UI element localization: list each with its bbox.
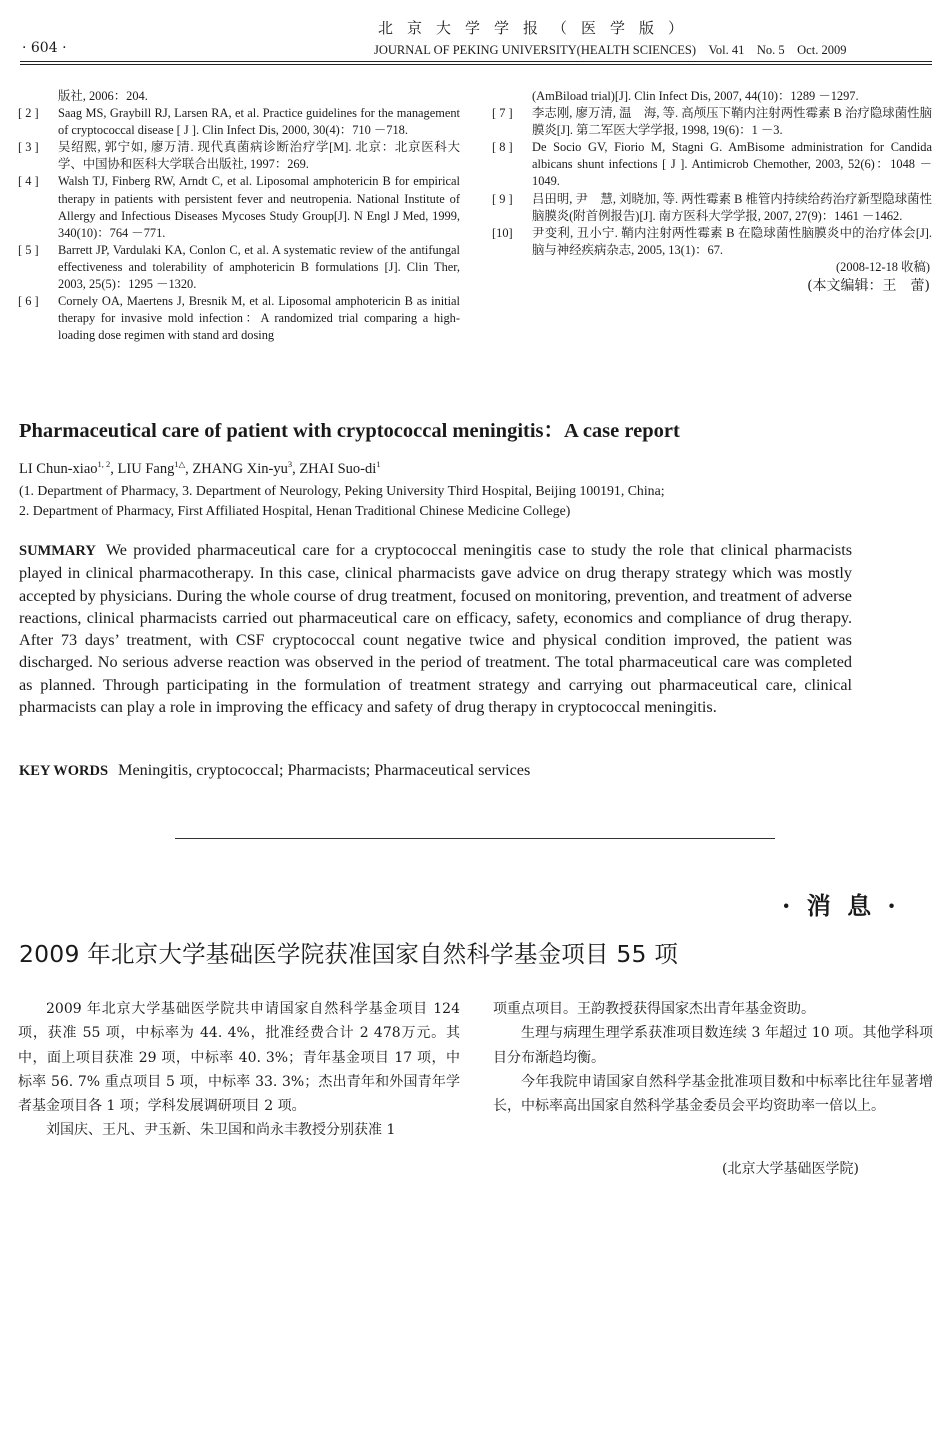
summary-text: We provided pharmaceutical care for a cryptococcal meningitis case to study the role that clinical pharmacists played in clinical pharmacotherapy. In this case, clinical pharmacists gave advice on drug therapy strategy which was mostly accepted by physicians. During the whole course of drug treatment, focused on monitoring, prevention, and treatment of adverse reactions, clinical pharmacists carried out pharmaceutical care on efficacy, safety, economics and compliance of drug therapy. After 73 days’ treatment, with CSF cryptococcal count negative twice and physical condition improved, the patient was discharged. No serious adverse reaction was observed in the period of treatment. The total pharmaceutical care was completed as planned. Through participating in the formulation of treatment strategy and carrying out pharmaceutical care, clinical pharmacists can play a role in improving the efficacy and safety of drug therapy in cryptococcal meningitis. — [19, 541, 852, 717]
summary-label: SUMMARY — [19, 543, 96, 559]
author-separator: , — [110, 460, 118, 477]
journal-title-cn: 北京大学学报（医学版） — [378, 19, 698, 37]
section-divider — [175, 838, 775, 839]
reference-item — [18, 105, 460, 139]
reference-text: De Socio GV, Fiorio M, Stagni G. AmBisome administration for Candida albicans shunt infections [ J ]. Antimicrob Chemother, 2003, 52(6)：1048 －1049. — [532, 140, 932, 189]
author-affiliation-mark: 1△ — [174, 459, 186, 469]
news-paragraph: 今年我院申请国家自然科学基金批准项目数和中标率比往年显著增长，中标率高出国家自然科学基金委员会平均资助率一倍以上。 — [493, 1073, 933, 1115]
reference-item — [492, 105, 932, 139]
reference-item — [18, 293, 460, 344]
reference-text: Barrett JP, Vardulaki KA, Conlon C, et al. A systematic review of the antifungal effectiveness and tolerability of amphotericin B formulations [J]. Clin Ther, 2003, 25(5)：1295 －1320. — [58, 242, 460, 292]
news-source: (北京大学基础医学院) — [722, 1161, 859, 1177]
news-title: 2009 年北京大学基础医学院获准国家自然科学基金项目 55 项 — [19, 940, 679, 968]
reference-text: 尹变利, 丑小宁. 鞘内注射两性霉素 B 在隐球菌性脑膜炎中的治疗体会[J]. 脑与神经疾病杂志, 2005, 13(1)：67. — [532, 225, 932, 257]
reference-item — [492, 225, 932, 259]
header-rule-thin — [20, 64, 932, 65]
affiliation-line: (1. Department of Pharmacy, 3. Department of Neurology, Peking University Third Hospital, Beijing 100191, China; — [19, 483, 665, 498]
author-name: ZHAI Suo-di — [299, 460, 377, 477]
header-rule — [20, 61, 932, 62]
references-right-column — [492, 88, 932, 296]
author-name: LI Chun-xiao — [19, 460, 98, 477]
reference-item — [492, 191, 932, 225]
author-affiliation-mark: 3 — [287, 459, 293, 469]
reference-item — [18, 173, 460, 241]
reference-number: [ 9 ] — [492, 191, 513, 206]
journal-title-en: JOURNAL OF PEKING UNIVERSITY(HEALTH SCIENCES) Vol. 41 No. 5 Oct. 2009 — [374, 43, 847, 57]
author-separator: , — [185, 460, 193, 477]
news-section-tag: · 消 息 · — [782, 891, 900, 920]
affiliation-line: 2. Department of Pharmacy, First Affiliated Hospital, Henan Traditional Chinese Medicine College) — [19, 502, 571, 518]
reference-number: [ 4 ] — [18, 174, 39, 189]
reference-number: [ 6 ] — [18, 294, 39, 309]
reference-item — [18, 139, 460, 173]
author-name: LIU Fang — [117, 460, 175, 477]
author-separator: , — [292, 460, 300, 477]
author-list — [19, 459, 381, 478]
news-paragraph-continuation: 项重点项目。王韵教授获得国家杰出青年基金资助。 — [493, 1001, 815, 1017]
reference-item — [18, 242, 460, 293]
reference-number: [ 5 ] — [18, 242, 39, 257]
page-number: · 604 · — [22, 40, 67, 56]
reference-continuation: (AmBiload trial)[J]. Clin Infect Dis, 2007, 44(10)：1289 －1297. — [532, 89, 859, 103]
keywords-text: Meningitis, cryptococcal; Pharmacists; Pharmaceutical services — [118, 761, 531, 779]
reference-number: [ 3 ] — [18, 140, 39, 155]
article-title: Pharmaceutical care of patient with cryptococcal meningitis：A case report — [19, 420, 680, 442]
reference-text: Walsh TJ, Finberg RW, Arndt C, et al. Liposomal amphotericin B for empirical therapy in patients with persistent fever and neutropenia. National Institute of Allergy and Infectious Diseases Mycoses Study Group[J]. N Engl J Med, 1999, 340(10)：764 －771. — [58, 174, 460, 240]
reference-text: 吴绍熙, 郭宁如, 廖万清. 现代真菌病诊断治疗学[M]. 北京：北京医科大学、中国协和医科大学联合出版社, 1997：269. — [58, 140, 460, 172]
references-left-column — [18, 88, 460, 344]
reference-text: 吕田明, 尹 慧, 刘晓加, 等. 两性霉素 B 椎管内持续给药治疗新型隐球菌性脑膜炎(附首例报告)[J]. 南方医科大学学报, 2007, 27(9)：1461 －1462. — [532, 191, 932, 223]
reference-item — [492, 139, 932, 190]
news-left-column — [18, 997, 460, 1143]
affiliations — [19, 481, 931, 520]
author-affiliation-mark: 1 — [376, 459, 381, 469]
reference-text: 李志刚, 廖万清, 温 海, 等. 高颅压下鞘内注射两性霉素 B 治疗隐球菌性脑膜炎[J]. 第二军医大学学报, 1998, 19(6)：1 －3. — [532, 106, 932, 138]
summary-paragraph — [19, 539, 852, 718]
reference-text: Saag MS, Graybill RJ, Larsen RA, et al. Practice guidelines for the management of cryptococcal disease [ J ]. Clin Infect Dis, 2000, 30(4)：710 －718. — [58, 106, 460, 138]
news-paragraph: 刘国庆、王凡、尹玉新、朱卫国和尚永丰教授分别获准 1 — [46, 1122, 396, 1139]
author-affiliation-mark: 1, 2 — [97, 459, 111, 469]
reference-number: [ 2 ] — [18, 106, 39, 121]
reference-continuation: 版社, 2006：204. — [58, 89, 148, 103]
author-name: ZHANG Xin-yu — [192, 460, 288, 477]
news-paragraph: 生理与病理生理学系获准项目数连续 3 年超过 10 项。其他学科项目分布渐趋均衡。 — [493, 1025, 933, 1066]
keywords-line — [19, 761, 530, 780]
reference-number: [ 8 ] — [492, 140, 513, 155]
reference-number: [ 7 ] — [492, 106, 513, 121]
keywords-label: KEY WORDS — [19, 763, 109, 779]
editor-credit: (本文编辑：王 蕾) — [807, 278, 930, 295]
news-paragraph: 2009 年北京大学基础医学院共申请国家自然科学基金项目 124 项，获准 55 项，中标率为 44. 4%，批准经费合计 2 478万元。其中，面上项目获准 29 项，中标率 40. 3%；青年基金项目 17 项，中标率 56. 7% 重点项目 5 项，中标率 33. 3%；杰出青年和外国青年学者基金项目各 1 项；学科发展调研项目 2 项。 — [18, 1001, 460, 1115]
news-right-column — [493, 997, 933, 1118]
reference-number: [10] — [492, 225, 513, 240]
reference-text: Cornely OA, Maertens J, Bresnik M, et al. Liposomal amphotericin B as initial therapy for invasive mold infection：A randomized trial comparing a high-loading dose regimen with stand ard dosing — [58, 294, 460, 343]
received-date: (2008-12-18 收稿) — [836, 259, 930, 274]
